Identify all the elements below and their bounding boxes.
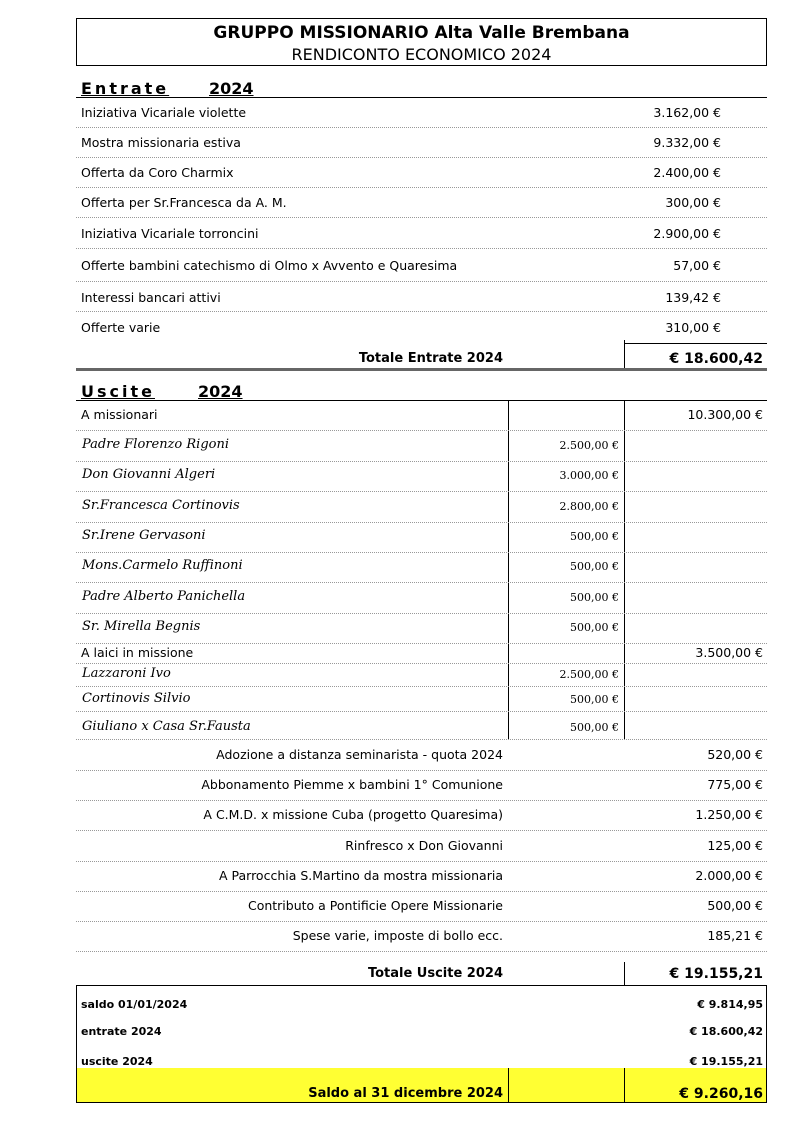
entrate-row-label: Iniziativa Vicariale torroncini — [81, 226, 259, 241]
missionario-amount: 500,00 € — [570, 529, 619, 543]
missionario-amount: 2.500,00 € — [559, 439, 619, 452]
entrate-row-amount: 139,42 € — [665, 290, 721, 305]
missionario-name: Sr. Mirella Begnis — [82, 618, 201, 634]
entrate-row-amount: 2.400,00 € — [653, 165, 721, 180]
row-divider — [76, 830, 767, 831]
entrate-row-label: Iniziativa Vicariale violette — [81, 105, 247, 120]
row-divider — [76, 800, 767, 801]
entrate-row-amount: 9.332,00 € — [653, 135, 721, 150]
row-divider — [76, 248, 767, 249]
uscite-total-amount: € 19.155,21 — [669, 966, 763, 982]
missionari-label: A missionari — [81, 407, 158, 422]
entrate-row-amount: 2.900,00 € — [653, 226, 721, 241]
uscita-amount: 185,21 € — [707, 928, 763, 944]
missionario-name: Padre Florenzo Rigoni — [82, 437, 229, 452]
missionario-amount: 2.800,00 € — [559, 499, 619, 513]
missionario-name: Sr.Irene Gervasoni — [82, 527, 206, 543]
laico-name: Lazzaroni Ivo — [82, 666, 171, 681]
uscita-label: Rinfresco x Don Giovanni — [345, 837, 503, 853]
entrate-row-label: Mostra missionaria estiva — [81, 135, 241, 150]
missionario-amount: 500,00 € — [570, 590, 619, 604]
uscita-label: A Parrocchia S.Martino da mostra missionaria — [218, 867, 503, 883]
missionario-amount: 500,00 € — [570, 620, 619, 634]
uscita-amount: 1.250,00 € — [695, 807, 763, 823]
laico-name: Cortinovis Silvio — [82, 691, 191, 706]
missionario-name: Don Giovanni Algeri — [82, 467, 216, 483]
entrate-year: 2024 — [209, 79, 254, 98]
uscita-amount: 520,00 € — [707, 747, 763, 762]
uscite-total-label: Totale Uscite 2024 — [367, 966, 503, 981]
laici-label: A laici in missione — [81, 645, 194, 660]
summary-label: entrate 2024 — [81, 1025, 162, 1038]
row-divider — [76, 311, 767, 312]
laico-amount: 2.500,00 € — [559, 668, 619, 681]
row-divider — [76, 921, 767, 922]
row-divider — [76, 711, 767, 712]
entrate-row-amount: 310,00 € — [665, 320, 721, 335]
final-balance-amount: € 9.260,16 — [679, 1086, 763, 1102]
summary-label: uscite 2024 — [81, 1055, 153, 1068]
row-divider — [76, 491, 767, 492]
entrate-row-amount: 3.162,00 € — [653, 105, 721, 120]
laici-total: 3.500,00 € — [695, 645, 763, 660]
row-divider — [76, 663, 767, 664]
entrate-row-amount: 300,00 € — [665, 195, 721, 210]
missionari-total: 10.300,00 € — [687, 407, 763, 422]
missionario-amount: 500,00 € — [570, 560, 619, 574]
document-subtitle: RENDICONTO ECONOMICO 2024 — [291, 45, 552, 64]
row-divider — [76, 739, 767, 740]
summary-amount: € 9.814,95 — [697, 998, 763, 1011]
row-divider — [76, 770, 767, 771]
entrate-total-amount: € 18.600,42 — [669, 351, 763, 367]
uscita-label: Spese varie, imposte di bollo ecc. — [292, 928, 503, 944]
row-divider — [76, 461, 767, 462]
document-title-box — [76, 18, 767, 66]
uscita-label: Contributo a Pontificie Opere Missionarie — [247, 898, 503, 913]
laico-amount: 500,00 € — [570, 693, 619, 706]
entrate-row-label: Offerte varie — [81, 320, 161, 335]
row-divider — [76, 127, 767, 128]
row-divider — [76, 430, 767, 431]
row-divider — [76, 951, 767, 952]
entrate-heading: Entrate — [81, 79, 170, 98]
entrate-row-label: Offerta per Sr.Francesca da A. M. — [81, 195, 287, 210]
entrate-row-label: Offerta da Coro Charmix — [81, 165, 234, 180]
laico-amount: 500,00 € — [570, 721, 619, 734]
row-divider — [76, 522, 767, 523]
entrate-total-label: Totale Entrate 2024 — [358, 351, 503, 366]
entrate-row-label: Offerte bambini catechismo di Olmo x Avvento e Quaresima — [81, 258, 458, 273]
row-divider — [76, 552, 767, 553]
row-divider — [76, 157, 767, 158]
row-divider — [76, 643, 767, 644]
uscita-amount: 500,00 € — [707, 898, 763, 913]
row-divider — [76, 686, 767, 687]
row-divider — [76, 861, 767, 862]
uscita-amount: 125,00 € — [707, 837, 763, 853]
final-balance-label: Saldo al 31 dicembre 2024 — [308, 1086, 503, 1101]
row-divider — [76, 582, 767, 583]
uscite-heading: Uscite — [81, 382, 155, 401]
missionario-amount: 3.000,00 € — [559, 469, 619, 483]
uscita-amount: 2.000,00 € — [695, 867, 763, 883]
laico-name: Giuliano x Casa Sr.Fausta — [82, 719, 251, 734]
uscita-label: Abbonamento Piemme x bambini 1° Comunione — [201, 777, 503, 793]
uscita-label: A C.M.D. x missione Cuba (progetto Quaresima) — [203, 807, 503, 823]
uscita-amount: 775,00 € — [707, 777, 763, 793]
document-title: GRUPPO MISSIONARIO Alta Valle Brembana — [213, 23, 630, 43]
uscite-year: 2024 — [198, 382, 243, 401]
row-divider — [76, 281, 767, 282]
missionario-name: Mons.Carmelo Ruffinoni — [82, 558, 243, 574]
missionario-name: Sr.Francesca Cortinovis — [82, 497, 240, 513]
missionario-name: Padre Alberto Panichella — [82, 588, 246, 604]
row-divider — [76, 217, 767, 218]
row-divider — [76, 187, 767, 188]
entrate-row-amount: 57,00 € — [673, 258, 721, 273]
row-divider — [76, 891, 767, 892]
summary-label: saldo 01/01/2024 — [81, 998, 188, 1011]
row-divider — [76, 613, 767, 614]
uscita-label: Adozione a distanza seminarista - quota 2024 — [216, 747, 503, 762]
summary-amount: € 18.600,42 — [689, 1025, 763, 1038]
summary-amount: € 19.155,21 — [689, 1055, 763, 1068]
entrate-row-label: Interessi bancari attivi — [81, 290, 221, 305]
